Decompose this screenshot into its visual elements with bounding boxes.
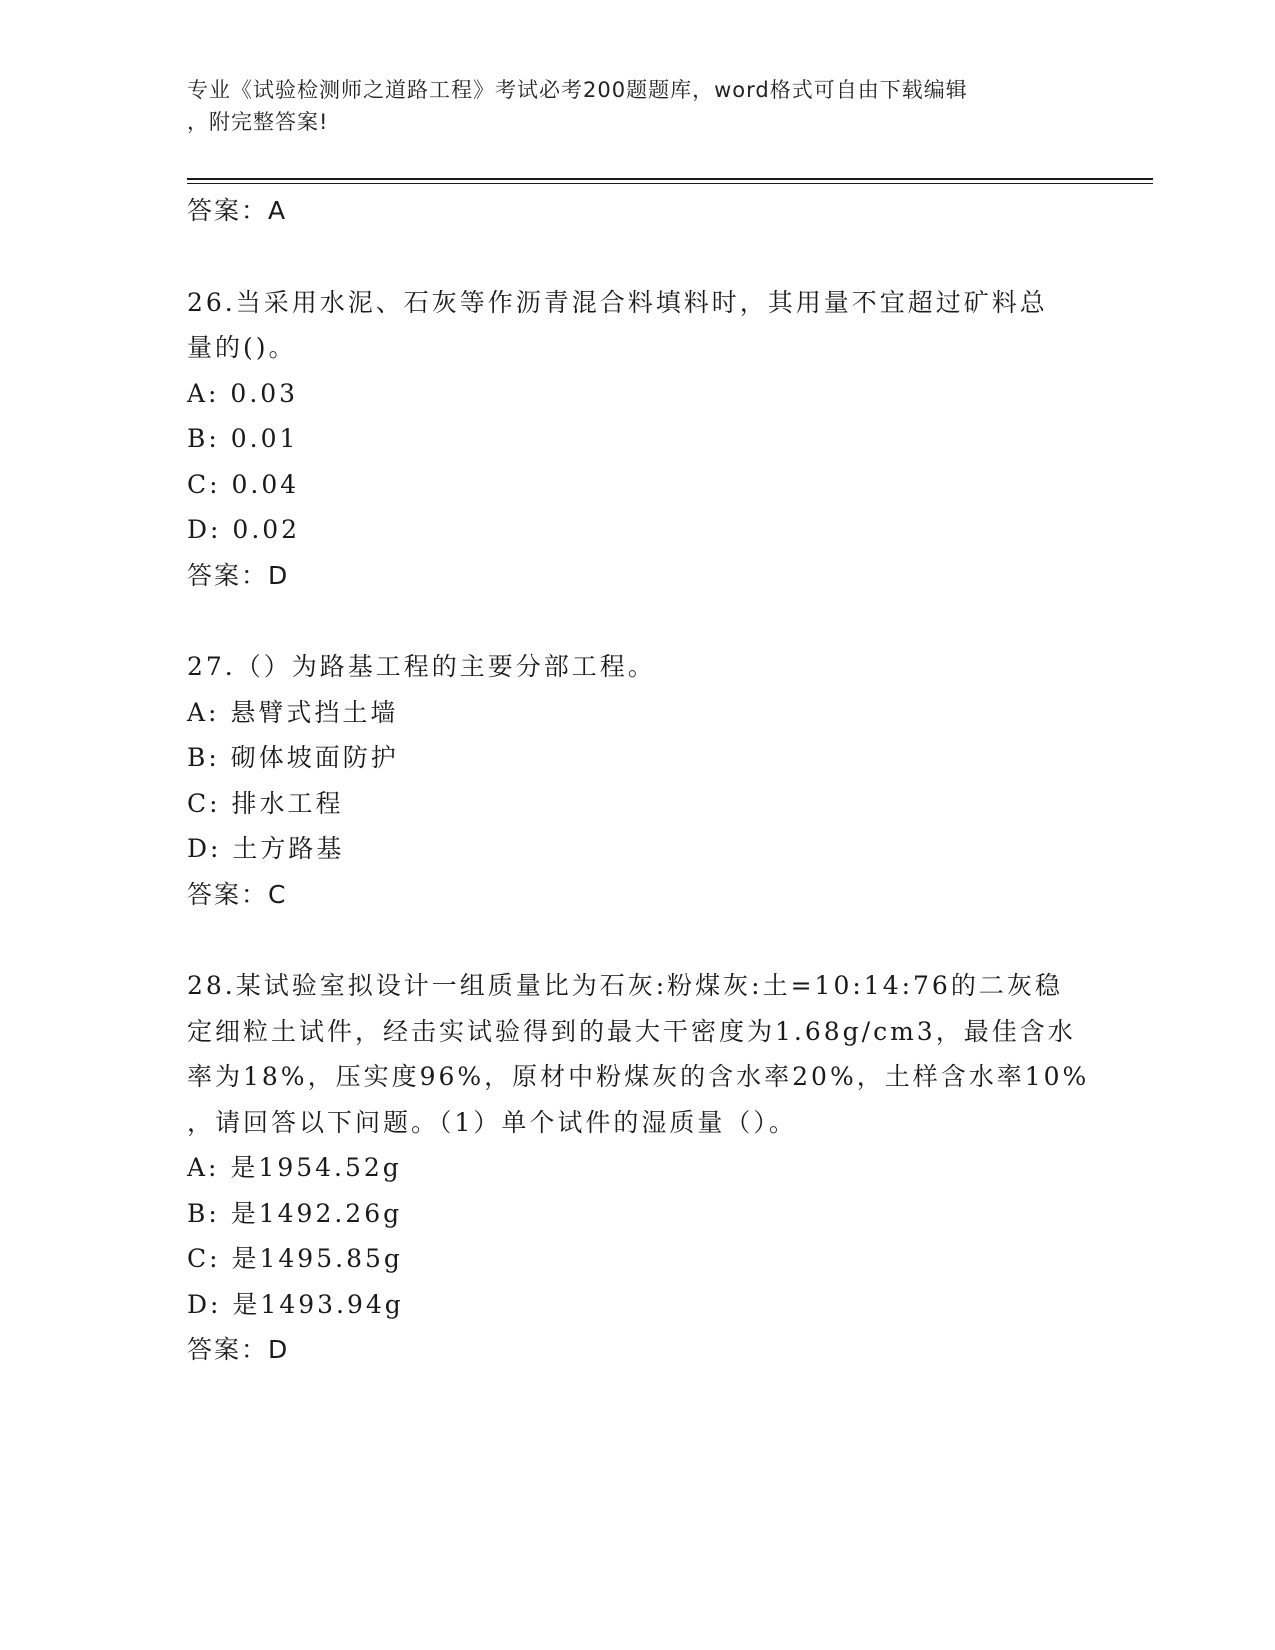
header-line-2: ，附完整答案!: [187, 110, 329, 134]
option-b: B: 砌体坡面防护: [187, 743, 399, 772]
answer-line: 答案：C: [187, 879, 288, 909]
question-text-line: 率为18%，压实度96%，原材中粉煤灰的含水率20%，土样含水率10%: [187, 1062, 1090, 1091]
answer-line: 答案：D: [187, 560, 290, 590]
spacer: [187, 234, 1087, 280]
option-d: D: 0.02: [187, 515, 301, 544]
spacer: [187, 598, 1087, 644]
question-text-line: 定细粒土试件，经击实试验得到的最大干密度为1.68g/cm3，最佳含水: [187, 1016, 1076, 1046]
question-text-line: 27.（）为路基工程的主要分部工程。: [187, 652, 656, 681]
question-text-line: 量的()。: [187, 333, 297, 362]
option-d: D: 是1493.94g: [187, 1289, 404, 1319]
question-26: [187, 280, 1087, 599]
question-28: [187, 963, 1090, 1373]
spacer: [187, 917, 1087, 963]
question-text-line: 26.当采用水泥、石灰等作沥青混合料填料时，其用量不宜超过矿料总: [187, 287, 1048, 317]
option-b: B: 0.01: [187, 424, 299, 453]
question-27: [187, 644, 1087, 917]
answer-line: 答案：D: [187, 1335, 290, 1364]
question-text-line: ，请回答以下问题。（1）单个试件的湿质量（）。: [187, 1107, 797, 1137]
option-b: B: 是1492.26g: [187, 1198, 403, 1228]
question-text-line: 28.某试验室拟设计一组质量比为石灰:粉煤灰:土=10:14:76的二灰稳: [187, 971, 1063, 1000]
option-c: C: 是1495.85g: [187, 1244, 403, 1273]
previous-answer: 答案：A: [187, 196, 288, 225]
option-d: D: 土方路基: [187, 834, 345, 863]
option-c: C: 0.04: [187, 469, 300, 499]
option-a: A: 悬臂式挡土墙: [187, 697, 399, 727]
page-header: [187, 74, 1067, 138]
option-c: C: 排水工程: [187, 788, 344, 818]
header-line-1: 专业《试验检测师之道路工程》考试必考200题题库，word格式可自由下载编辑: [187, 78, 968, 102]
header-rule-thin: [187, 183, 1153, 184]
header-rule-thick: [187, 178, 1153, 180]
option-a: A: 是1954.52g: [187, 1153, 402, 1182]
option-a: A: 0.03: [187, 378, 299, 408]
question-list: [187, 188, 1090, 1373]
